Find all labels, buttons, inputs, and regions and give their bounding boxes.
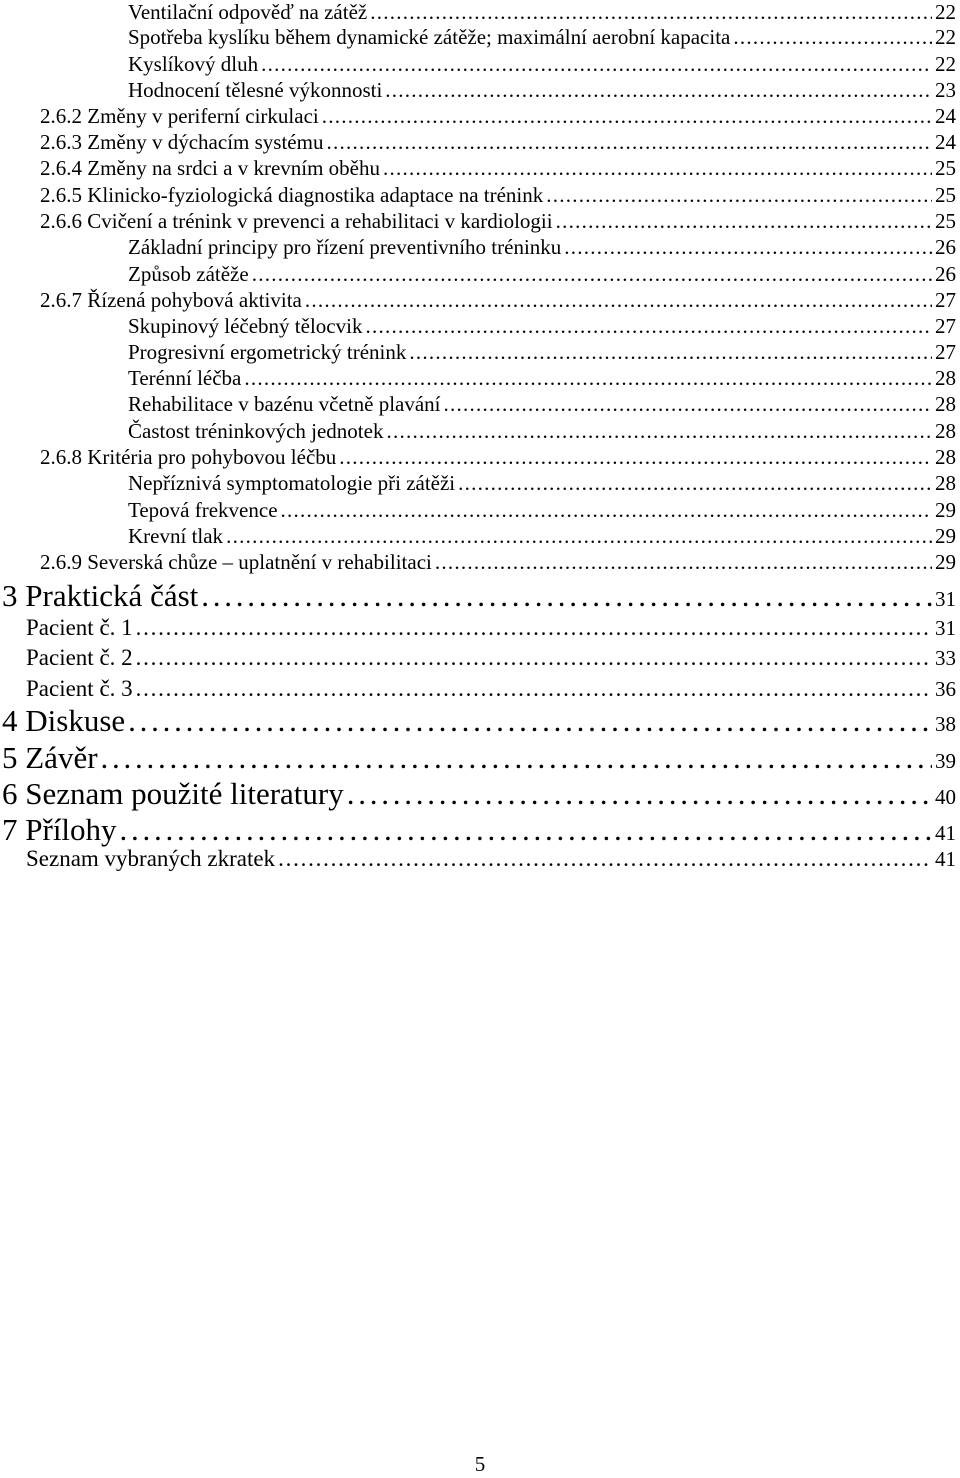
toc-entry-page: 29 xyxy=(935,550,956,574)
toc-entry-title: Rehabilitace v bazénu včetně plavání xyxy=(128,392,441,416)
toc-entry-page: 28 xyxy=(935,471,956,495)
toc-entry[interactable] xyxy=(40,183,956,208)
dot-leader xyxy=(556,209,932,234)
toc-entry[interactable] xyxy=(128,78,956,103)
toc-entry-page: 24 xyxy=(935,104,956,128)
toc-entry-page: 31 xyxy=(935,587,956,611)
toc-entry-page: 29 xyxy=(935,498,956,522)
toc-entry-page: 29 xyxy=(935,524,956,548)
dot-leader xyxy=(136,645,932,671)
toc-entry-title: 2.6.9 Severská chůze – uplatnění v rehabilitaci xyxy=(40,550,432,574)
toc-entry[interactable] xyxy=(128,262,956,287)
toc-chapter[interactable] xyxy=(2,812,956,848)
toc-entry-page: 28 xyxy=(935,392,956,416)
dot-leader xyxy=(128,703,932,739)
toc-entry-title: 5 Závěr xyxy=(2,740,98,775)
dot-leader xyxy=(435,550,932,575)
dot-leader xyxy=(261,52,932,77)
dot-leader xyxy=(458,471,932,496)
toc-entry[interactable] xyxy=(26,676,956,702)
toc-entry-title: Tepová frekvence xyxy=(128,498,278,522)
toc-entry[interactable] xyxy=(40,209,956,234)
toc-entry-title: 2.6.5 Klinicko-fyziologická diagnostika adaptace na trénink xyxy=(40,183,544,207)
toc-entry-page: 40 xyxy=(935,785,956,809)
toc-entry-page: 36 xyxy=(935,677,956,701)
toc-entry-title: Kyslíkový dluh xyxy=(128,52,259,76)
toc-entry-page: 28 xyxy=(935,419,956,443)
dot-leader xyxy=(136,615,932,641)
toc-entry[interactable] xyxy=(128,498,956,523)
toc-entry-page: 28 xyxy=(935,366,956,390)
toc-entry-title: Pacient č. 2 xyxy=(26,645,133,670)
toc-entry-title: 2.6.3 Změny v dýchacím systému xyxy=(40,130,324,154)
toc-entry[interactable] xyxy=(40,104,956,129)
toc-chapter[interactable] xyxy=(2,578,956,614)
toc-entry-page: 27 xyxy=(935,288,956,312)
page-number: 5 xyxy=(474,1452,486,1476)
toc-entry-page: 38 xyxy=(935,712,956,736)
toc-entry-title: Hodnocení tělesné výkonnosti xyxy=(128,78,383,102)
toc-entry-title: Základní principy pro řízení preventivního tréninku xyxy=(128,235,562,259)
dot-leader xyxy=(201,578,932,614)
toc-entry-page: 27 xyxy=(935,314,956,338)
dot-leader xyxy=(252,262,932,287)
toc-entry-page: 39 xyxy=(935,749,956,773)
toc-entry-page: 22 xyxy=(935,52,956,76)
toc-entry-page: 28 xyxy=(935,445,956,469)
toc-entry[interactable] xyxy=(40,550,956,575)
toc-entry[interactable] xyxy=(40,130,956,155)
toc-entry[interactable] xyxy=(128,314,956,339)
toc-entry-title: Terénní léčba xyxy=(128,366,242,390)
toc-entry[interactable] xyxy=(26,846,956,872)
toc-entry-page: 41 xyxy=(935,821,956,845)
toc-entry[interactable] xyxy=(128,524,956,549)
toc-entry[interactable] xyxy=(40,445,956,470)
toc-entry-title: Způsob zátěže xyxy=(128,262,249,286)
toc-entry-title: 7 Přílohy xyxy=(2,812,117,847)
toc-entry-title: 3 Praktická část xyxy=(2,578,199,613)
toc-entry-page: 22 xyxy=(935,0,956,24)
toc-entry[interactable] xyxy=(26,645,956,671)
toc-entry-title: 6 Seznam použité literatury xyxy=(2,776,344,811)
toc-entry-page: 25 xyxy=(935,183,956,207)
toc-chapter[interactable] xyxy=(2,776,956,812)
toc-entry-page: 31 xyxy=(935,616,956,640)
toc-entry[interactable] xyxy=(128,52,956,77)
dot-leader xyxy=(365,314,932,339)
toc-entry-title: 4 Diskuse xyxy=(2,703,126,738)
toc-entry-title: Progresivní ergometrický trénink xyxy=(128,340,407,364)
dot-leader xyxy=(383,156,932,181)
toc-entry-page: 26 xyxy=(935,262,956,286)
toc-entry-page: 24 xyxy=(935,130,956,154)
toc-entry[interactable] xyxy=(128,471,956,496)
dot-leader xyxy=(101,740,932,776)
toc-entry-title: Častost tréninkových jednotek xyxy=(128,419,384,443)
toc-chapter[interactable] xyxy=(2,740,956,776)
toc-entry-page: 27 xyxy=(935,340,956,364)
toc-entry-page: 23 xyxy=(935,78,956,102)
toc-entry[interactable] xyxy=(40,288,956,313)
toc-chapter[interactable] xyxy=(2,703,956,739)
toc-entry[interactable] xyxy=(26,615,956,641)
toc-entry[interactable] xyxy=(128,392,956,417)
toc-entry-title: Pacient č. 1 xyxy=(26,615,133,640)
toc-entry[interactable] xyxy=(40,156,956,181)
toc-entry-title: 2.6.4 Změny na srdci a v krevním oběhu xyxy=(40,156,380,180)
toc-entry-title: Seznam vybraných zkratek xyxy=(26,846,276,871)
dot-leader xyxy=(281,498,932,523)
dot-leader xyxy=(305,288,932,313)
toc-entry-title: Nepříznivá symptomatologie při zátěži xyxy=(128,471,456,495)
toc-entry[interactable] xyxy=(128,340,956,365)
dot-leader xyxy=(385,78,932,103)
dot-leader xyxy=(322,104,932,129)
dot-leader xyxy=(278,846,932,872)
dot-leader xyxy=(733,25,932,50)
toc-entry-title: 2.6.7 Řízená pohybová aktivita xyxy=(40,288,302,312)
dot-leader xyxy=(546,183,932,208)
toc-entry-title: Ventilační odpověď na zátěž xyxy=(128,0,368,24)
toc-entry-title: 2.6.8 Kritéria pro pohybovou léčbu xyxy=(40,445,337,469)
toc-entry-page: 41 xyxy=(935,847,956,871)
dot-leader xyxy=(370,0,932,25)
dot-leader xyxy=(409,340,932,365)
toc-entry-page: 25 xyxy=(935,209,956,233)
toc-entry[interactable] xyxy=(128,25,956,50)
toc-entry-title: Spotřeba kyslíku během dynamické zátěže; maximální aerobní kapacita xyxy=(128,25,731,49)
toc-entry-page: 25 xyxy=(935,156,956,180)
dot-leader xyxy=(339,445,932,470)
toc-entry-page: 22 xyxy=(935,25,956,49)
dot-leader xyxy=(564,235,932,260)
dot-leader xyxy=(386,419,932,444)
dot-leader xyxy=(347,776,932,812)
dot-leader xyxy=(136,676,932,702)
toc-entry-page: 33 xyxy=(935,646,956,670)
toc-entry[interactable] xyxy=(128,419,956,444)
toc-entry[interactable] xyxy=(128,366,956,391)
toc-entry-page: 26 xyxy=(935,235,956,259)
toc-entry[interactable] xyxy=(128,0,956,25)
dot-leader xyxy=(226,524,932,549)
toc-entry-title: 2.6.2 Změny v periferní cirkulaci xyxy=(40,104,319,128)
toc-entry-title: Krevní tlak xyxy=(128,524,224,548)
dot-leader xyxy=(120,812,932,848)
toc-entry-title: 2.6.6 Cvičení a trénink v prevenci a rehabilitaci v kardiologii xyxy=(40,209,553,233)
dot-leader xyxy=(244,366,932,391)
toc-entry[interactable] xyxy=(128,235,956,260)
dot-leader xyxy=(326,130,932,155)
dot-leader xyxy=(444,392,932,417)
toc-entry-title: Pacient č. 3 xyxy=(26,676,133,701)
toc-entry-title: Skupinový léčebný tělocvik xyxy=(128,314,363,338)
